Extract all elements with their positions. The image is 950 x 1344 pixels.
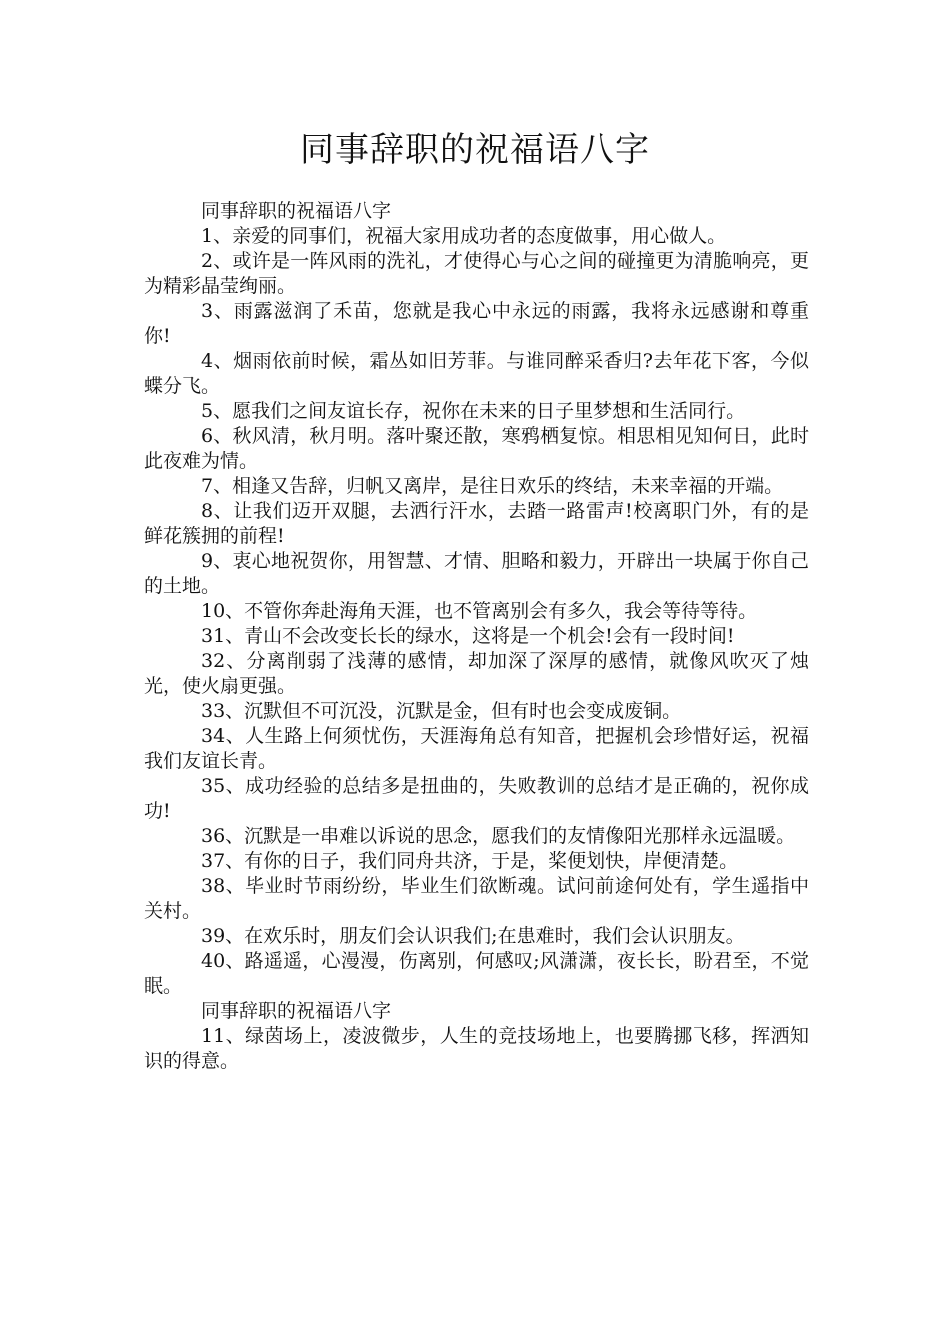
document-body (144, 199, 809, 1074)
paragraph-item: 33、沉默但不可沉没，沉默是金，但有时也会变成废铜。 (201, 700, 682, 722)
paragraph-item: 5、愿我们之间友谊长存，祝你在未来的日子里梦想和生活同行。 (201, 400, 746, 422)
paragraph-item: 34、人生路上何须忧伤，天涯海角总有知音，把握机会珍惜好运，祝福我们友谊长青。 (144, 725, 809, 772)
paragraph-item: 11、绿茵场上，凌波微步，人生的竞技场地上，也要腾挪飞移，挥洒知识的得意。 (144, 1025, 809, 1072)
paragraph-item: 6、秋风清，秋月明。落叶聚还散，寒鸦栖复惊。相思相见知何日，此时此夜难为情。 (144, 425, 809, 472)
paragraph-heading: 同事辞职的祝福语八字 (201, 1000, 392, 1022)
paragraph-item: 2、或许是一阵风雨的洗礼，才使得心与心之间的碰撞更为清脆响亮，更为精彩晶莹绚丽。 (144, 250, 809, 297)
paragraph-item: 35、成功经验的总结多是扭曲的，失败教训的总结才是正确的，祝你成功! (144, 775, 809, 822)
paragraph-item: 31、青山不会改变长长的绿水，这将是一个机会!会有一段时间! (201, 625, 735, 647)
paragraph-item: 7、相逢又告辞，归帆又离岸，是往日欢乐的终结，未来幸福的开端。 (201, 475, 784, 497)
paragraph-item: 1、亲爱的同事们，祝福大家用成功者的态度做事，用心做人。 (201, 225, 727, 247)
paragraph-item: 37、有你的日子，我们同舟共济，于是，桨便划快，岸便清楚。 (201, 850, 739, 872)
paragraph-item: 9、衷心地祝贺你，用智慧、才情、胆略和毅力，开辟出一块属于你自己的土地。 (144, 550, 809, 597)
paragraph-item: 8、让我们迈开双腿，去洒行汗水，去踏一路雷声!校离职门外，有的是鲜花簇拥的前程! (144, 500, 809, 547)
paragraph-item: 4、烟雨依前时候，霜丛如旧芳菲。与谁同醉采香归?去年花下客，今似蝶分飞。 (144, 350, 809, 397)
paragraph-item: 38、毕业时节雨纷纷，毕业生们欲断魂。试问前途何处有，学生遥指中关村。 (144, 875, 809, 922)
paragraph-heading: 同事辞职的祝福语八字 (201, 200, 392, 222)
paragraph-item: 32、分离削弱了浅薄的感情，却加深了深厚的感情，就像风吹灭了烛光，使火扇更强。 (144, 650, 809, 697)
paragraph-item: 3、雨露滋润了禾苗，您就是我心中永远的雨露，我将永远感谢和尊重你! (144, 300, 809, 347)
document-title: 同事辞职的祝福语八字 (300, 130, 650, 170)
paragraph-item: 10、不管你奔赴海角天涯，也不管离别会有多久，我会等待等待。 (201, 600, 758, 622)
paragraph-item: 39、在欢乐时，朋友们会认识我们;在患难时，我们会认识朋友。 (201, 925, 745, 947)
paragraph-item: 40、路遥遥，心漫漫，伤离别，何感叹;风潇潇，夜长长，盼君至，不觉眠。 (144, 950, 809, 997)
paragraph-item: 36、沉默是一串难以诉说的思念，愿我们的友情像阳光那样永远温暖。 (201, 825, 796, 847)
